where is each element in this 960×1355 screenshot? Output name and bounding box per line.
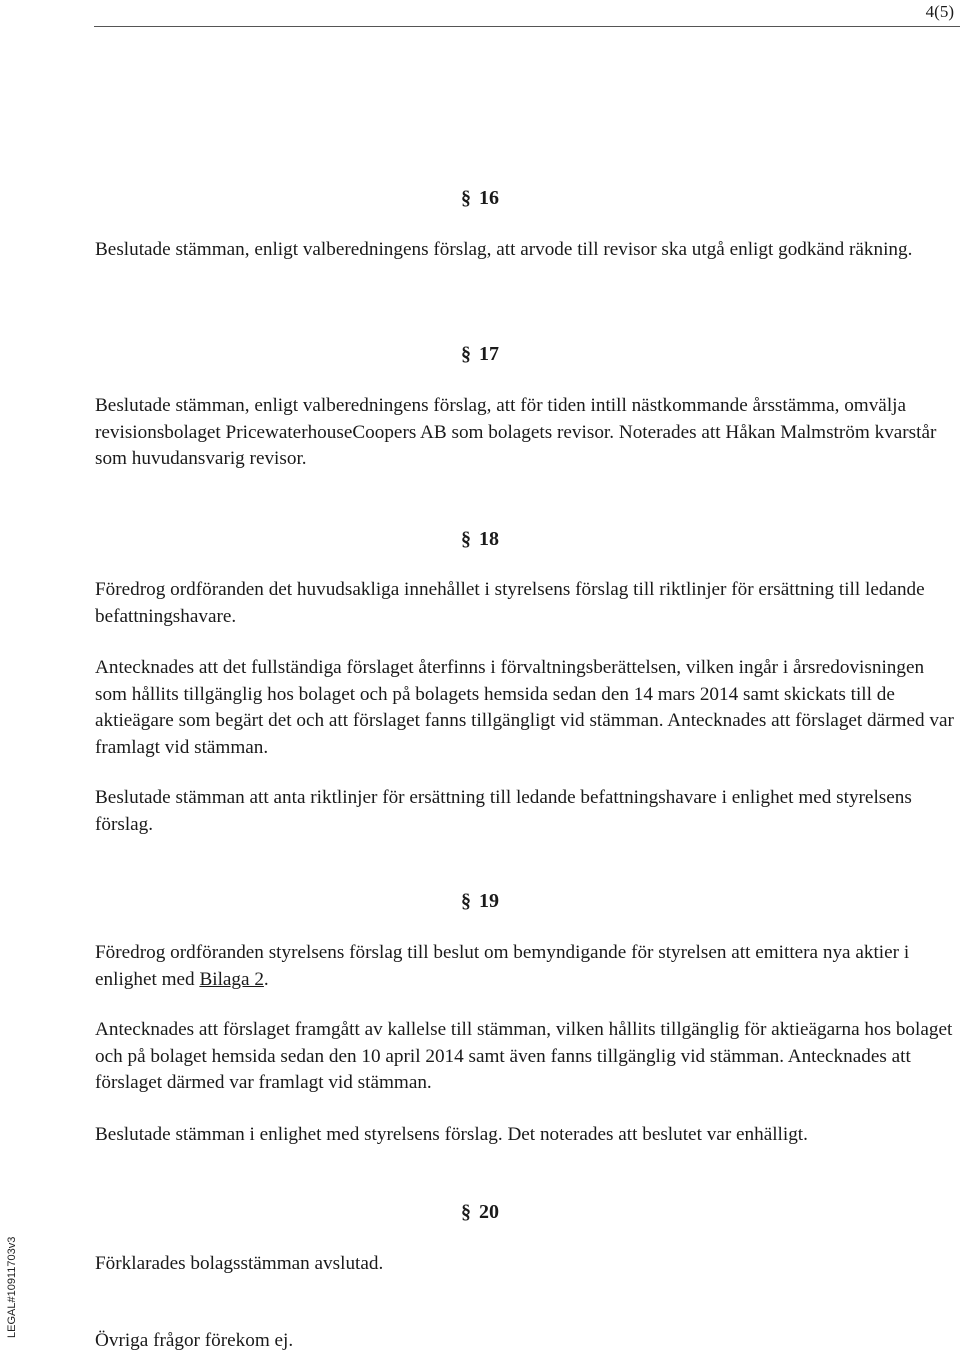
section-17-paragraph-1: Beslutade stämman, enligt valberedningens förslag, att för tiden intill nästkommande årsstämma, omvälja revisionsbolaget PricewaterhouseCoopers AB som bolagets revisor. Noterades att Håkan Malmström kvarstår som huvudansvarig revisor. [95, 395, 937, 469]
section-19-paragraph-2: Antecknades att förslaget framgått av kallelse till stämman, vilken hållits tillgänglig för aktieägarna hos bolaget och på bolaget hemsida sedan den 10 april 2014 samt även fanns tillgänglig vid stämman. Antecknades att förslaget därmed var framlagt vid stämman. [95, 1019, 953, 1093]
closing-note: Övriga frågor förekom ej. [95, 1330, 294, 1351]
section-18-paragraph-2: Antecknades att det fullständiga förslaget återfinns i förvaltningsberättelsen, vilken ingår i årsredovisningen som hållits tillgänglig hos bolaget och på bolagets hemsida sedan den 14 mars 2014 samt skickats till de aktieägare som begärt det och att förslaget fanns tillgängligt vid stämman. Antecknades att förslaget därmed var framlagt vid stämman. [95, 657, 954, 758]
section-heading-18 [0, 527, 960, 551]
paragraph-text-end: . [263, 968, 269, 990]
section-heading-17 [0, 342, 960, 366]
paragraph-text: Föredrog ordföranden styrelsens förslag till beslut om bemyndigande för styrelsen att emittera nya aktier i enlighet med [95, 942, 910, 990]
section-heading-19 [0, 889, 960, 913]
header-rule [94, 26, 960, 27]
section-symbol: § [461, 528, 471, 550]
section-symbol: § [461, 187, 471, 209]
section-number: 20 [479, 1201, 499, 1223]
section-number: 18 [479, 528, 499, 550]
section-number: 16 [479, 187, 499, 209]
section-18-paragraph-1: Föredrog ordföranden det huvudsakliga innehållet i styrelsens förslag till riktlinjer för ersättning till ledande befattningshavare. [95, 579, 925, 627]
section-heading-16 [0, 186, 960, 210]
section-symbol: § [461, 1201, 471, 1223]
page-number: 4(5) [925, 2, 954, 21]
section-symbol: § [461, 343, 471, 365]
section-18-paragraph-3: Beslutade stämman att anta riktlinjer för ersättning till ledande befattningshavare i enlighet med styrelsens förslag. [95, 787, 912, 835]
section-20-paragraph-1: Förklarades bolagsstämman avslutad. [95, 1253, 384, 1274]
bilaga-link[interactable]: Bilaga 2 [199, 968, 264, 990]
section-16-paragraph-1: Beslutade stämman, enligt valberedningens förslag, att arvode till revisor ska utgå enligt godkänd räkning. [95, 239, 913, 260]
section-19-paragraph-1 [95, 940, 955, 993]
document-reference: LEGAL#10911703v3 [6, 1236, 18, 1338]
section-19-paragraph-3: Beslutade stämman i enlighet med styrelsens förslag. Det noterades att beslutet var enhälligt. [95, 1124, 808, 1145]
section-number: 19 [479, 890, 499, 912]
section-number: 17 [479, 343, 499, 365]
section-heading-20 [0, 1200, 960, 1224]
section-symbol: § [461, 890, 471, 912]
